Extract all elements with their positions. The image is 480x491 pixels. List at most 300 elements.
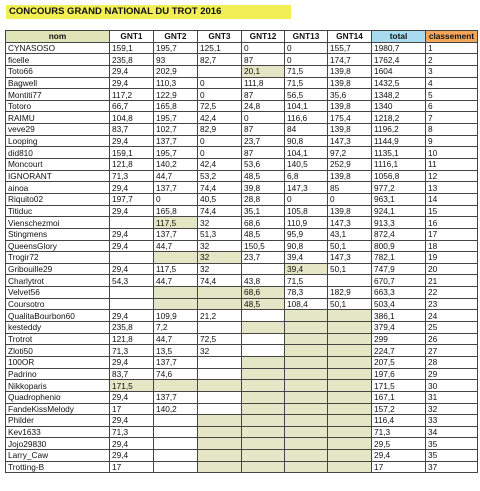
cell-gnt13 (285, 356, 328, 368)
cell-gnt1: 29,4 (110, 65, 154, 77)
cell-gnt12: 68,6 (242, 217, 285, 229)
cell-gnt2: 195,7 (154, 42, 198, 54)
cell-gnt2: 137,7 (154, 135, 198, 147)
document-title: CONCOURS GRAND NATIONAL DU TROT 2016 (6, 5, 291, 19)
cell-gnt2 (154, 287, 198, 299)
cell-name: ainoa (6, 182, 110, 194)
cell-classement: 25 (426, 322, 478, 334)
cell-gnt14: 139,8 (328, 124, 372, 136)
cell-gnt1: 71,3 (110, 170, 154, 182)
cell-gnt2: 122,9 (154, 89, 198, 101)
cell-gnt1: 29,4 (110, 450, 154, 462)
cell-total: 299 (372, 333, 426, 345)
cell-gnt2: 44,7 (154, 333, 198, 345)
cell-name: Titiduc (6, 205, 110, 217)
cell-gnt2: 93 (154, 54, 198, 66)
cell-classement: 12 (426, 170, 478, 182)
column-header-classement: classement (426, 31, 478, 43)
table-row (6, 403, 478, 415)
cell-name: RAIMU (6, 112, 110, 124)
cell-gnt13: 78,3 (285, 287, 328, 299)
cell-gnt1: 29,4 (110, 415, 154, 427)
cell-gnt2: 44,7 (154, 275, 198, 287)
cell-total: 71,3 (372, 426, 426, 438)
cell-gnt12 (242, 333, 285, 345)
table-row (6, 391, 478, 403)
table-row (6, 159, 478, 171)
cell-gnt1: 121,8 (110, 159, 154, 171)
cell-classement: 32 (426, 403, 478, 415)
cell-gnt12: 48,5 (242, 228, 285, 240)
cell-gnt3 (198, 403, 242, 415)
cell-gnt14: 139,8 (328, 205, 372, 217)
cell-gnt14: 35,6 (328, 89, 372, 101)
cell-classement: 35 (426, 438, 478, 450)
cell-gnt12: 111,8 (242, 77, 285, 89)
cell-name: Velvet56 (6, 287, 110, 299)
cell-total: 1135,1 (372, 147, 426, 159)
cell-total: 747,9 (372, 263, 426, 275)
cell-name: Looping (6, 135, 110, 147)
cell-gnt12 (242, 438, 285, 450)
cell-total: 379,4 (372, 322, 426, 334)
cell-gnt14: 139,8 (328, 100, 372, 112)
cell-gnt13: 56,5 (285, 89, 328, 101)
cell-gnt2: 195,7 (154, 112, 198, 124)
cell-gnt2: 44,7 (154, 240, 198, 252)
table-row (6, 193, 478, 205)
cell-gnt12: 87 (242, 147, 285, 159)
cell-gnt3: 32 (198, 252, 242, 264)
cell-gnt14 (328, 438, 372, 450)
cell-total: 913,3 (372, 217, 426, 229)
cell-gnt14 (328, 310, 372, 322)
cell-gnt1: 29,4 (110, 438, 154, 450)
cell-gnt3: 125,1 (198, 42, 242, 54)
cell-gnt2: 140,2 (154, 403, 198, 415)
cell-classement: 27 (426, 345, 478, 357)
cell-classement: 20 (426, 263, 478, 275)
cell-gnt12 (242, 368, 285, 380)
cell-gnt14: 174,7 (328, 54, 372, 66)
table-row (6, 461, 478, 473)
cell-gnt3: 0 (198, 135, 242, 147)
cell-total: 1116,1 (372, 159, 426, 171)
cell-gnt3: 42,4 (198, 159, 242, 171)
cell-name: veve29 (6, 124, 110, 136)
cell-gnt13 (285, 438, 328, 450)
cell-gnt1: 121,8 (110, 333, 154, 345)
cell-gnt1: 71,3 (110, 345, 154, 357)
cell-gnt14 (328, 356, 372, 368)
cell-name: Zloti50 (6, 345, 110, 357)
cell-gnt3: 42,4 (198, 112, 242, 124)
cell-gnt3: 32 (198, 345, 242, 357)
table-row (6, 450, 478, 462)
cell-gnt14: 97,2 (328, 147, 372, 159)
cell-gnt3: 32 (198, 217, 242, 229)
cell-gnt3 (198, 461, 242, 473)
table-row (6, 240, 478, 252)
cell-classement: 18 (426, 240, 478, 252)
cell-gnt13: 84 (285, 124, 328, 136)
cell-name: ficelle (6, 54, 110, 66)
cell-name: 100OR (6, 356, 110, 368)
cell-name: did810 (6, 147, 110, 159)
cell-gnt12 (242, 380, 285, 392)
cell-gnt3: 74,4 (198, 205, 242, 217)
cell-classement: 2 (426, 54, 478, 66)
cell-gnt12 (242, 403, 285, 415)
cell-name: Stingmens (6, 228, 110, 240)
cell-gnt1: 197,7 (110, 193, 154, 205)
table-row (6, 170, 478, 182)
cell-total: 171,5 (372, 380, 426, 392)
cell-gnt3: 82,7 (198, 54, 242, 66)
table-row (6, 310, 478, 322)
cell-gnt12: 87 (242, 54, 285, 66)
cell-gnt3: 0 (198, 77, 242, 89)
cell-name: Larry_Caw (6, 450, 110, 462)
cell-classement: 17 (426, 228, 478, 240)
cell-gnt13 (285, 310, 328, 322)
table-row (6, 100, 478, 112)
cell-total: 1348,2 (372, 89, 426, 101)
cell-total: 1056,8 (372, 170, 426, 182)
cell-gnt13: 105,8 (285, 205, 328, 217)
cell-gnt1: 29,4 (110, 240, 154, 252)
cell-gnt12: 87 (242, 89, 285, 101)
cell-gnt3: 53,2 (198, 170, 242, 182)
cell-gnt2 (154, 450, 198, 462)
cell-name: Vienschezmoi (6, 217, 110, 229)
cell-classement: 37 (426, 461, 478, 473)
cell-gnt12: 0 (242, 42, 285, 54)
table-row (6, 380, 478, 392)
table-row (6, 322, 478, 334)
cell-gnt2: 137,7 (154, 228, 198, 240)
cell-classement: 21 (426, 275, 478, 287)
table-body (6, 42, 478, 473)
cell-gnt13: 6,8 (285, 170, 328, 182)
cell-gnt1: 29,4 (110, 391, 154, 403)
table-row (6, 415, 478, 427)
cell-gnt13: 90,8 (285, 135, 328, 147)
cell-total: 1604 (372, 65, 426, 77)
column-header-total: total (372, 31, 426, 43)
cell-classement: 16 (426, 217, 478, 229)
cell-name: QueensGlory (6, 240, 110, 252)
cell-gnt1: 171,5 (110, 380, 154, 392)
cell-gnt1: 104,8 (110, 112, 154, 124)
cell-gnt2: 165,8 (154, 205, 198, 217)
cell-name: kesteddy (6, 322, 110, 334)
cell-name: QualitaBourbon60 (6, 310, 110, 322)
cell-total: 503,4 (372, 298, 426, 310)
cell-gnt14 (328, 322, 372, 334)
cell-classement: 8 (426, 124, 478, 136)
cell-gnt3 (198, 391, 242, 403)
cell-total: 663,3 (372, 287, 426, 299)
table-row (6, 333, 478, 345)
cell-gnt3 (198, 322, 242, 334)
table-row (6, 426, 478, 438)
cell-gnt1: 117,2 (110, 89, 154, 101)
ranking-table (5, 30, 478, 473)
cell-gnt14: 175,4 (328, 112, 372, 124)
cell-name: FandeKissMelody (6, 403, 110, 415)
cell-gnt3 (198, 356, 242, 368)
cell-classement: 9 (426, 135, 478, 147)
cell-gnt1: 159,1 (110, 42, 154, 54)
table-row (6, 345, 478, 357)
cell-total: 1762,4 (372, 54, 426, 66)
cell-gnt1: 29,4 (110, 310, 154, 322)
cell-gnt14 (328, 415, 372, 427)
cell-gnt14: 139,8 (328, 77, 372, 89)
cell-name: Totoro (6, 100, 110, 112)
cell-gnt1: 83,7 (110, 368, 154, 380)
cell-gnt1: 71,3 (110, 426, 154, 438)
table-row (6, 228, 478, 240)
cell-gnt1: 54,3 (110, 275, 154, 287)
cell-gnt13 (285, 415, 328, 427)
cell-gnt12: 0 (242, 112, 285, 124)
cell-gnt3: 32 (198, 263, 242, 275)
cell-gnt3: 0 (198, 147, 242, 159)
cell-gnt1 (110, 298, 154, 310)
column-header-gnt13: GNT13 (285, 31, 328, 43)
cell-gnt12: 24,8 (242, 100, 285, 112)
cell-classement: 23 (426, 298, 478, 310)
table-row (6, 205, 478, 217)
cell-gnt2: 74,6 (154, 368, 198, 380)
table-row (6, 112, 478, 124)
cell-name: IGNORANT (6, 170, 110, 182)
cell-classement: 10 (426, 147, 478, 159)
cell-gnt12 (242, 415, 285, 427)
table-row (6, 263, 478, 275)
cell-gnt14 (328, 403, 372, 415)
cell-gnt12: 23,7 (242, 135, 285, 147)
cell-gnt1: 235,8 (110, 54, 154, 66)
cell-gnt2: 117,5 (154, 263, 198, 275)
cell-name: Gribouille29 (6, 263, 110, 275)
cell-gnt14: 85 (328, 182, 372, 194)
cell-gnt13: 140,5 (285, 159, 328, 171)
cell-gnt13: 0 (285, 193, 328, 205)
cell-total: 29,4 (372, 450, 426, 462)
cell-gnt14 (328, 345, 372, 357)
cell-gnt13 (285, 380, 328, 392)
cell-classement: 31 (426, 391, 478, 403)
cell-gnt2: 137,7 (154, 356, 198, 368)
cell-gnt1: 66,7 (110, 100, 154, 112)
cell-classement: 28 (426, 356, 478, 368)
cell-gnt1: 17 (110, 461, 154, 473)
cell-name: CYNASOSO (6, 42, 110, 54)
cell-gnt2: 165,8 (154, 100, 198, 112)
cell-gnt1: 29,4 (110, 228, 154, 240)
table-row (6, 54, 478, 66)
cell-gnt13: 39,4 (285, 252, 328, 264)
cell-classement: 29 (426, 368, 478, 380)
cell-gnt13: 116,6 (285, 112, 328, 124)
cell-total: 207,5 (372, 356, 426, 368)
cell-gnt12: 39,8 (242, 182, 285, 194)
cell-gnt3 (198, 450, 242, 462)
cell-total: 167,1 (372, 391, 426, 403)
cell-gnt14 (328, 426, 372, 438)
table-row (6, 182, 478, 194)
cell-gnt13: 110,9 (285, 217, 328, 229)
cell-gnt2 (154, 252, 198, 264)
cell-gnt3 (198, 298, 242, 310)
cell-gnt3 (198, 368, 242, 380)
cell-name: Toto66 (6, 65, 110, 77)
cell-gnt12: 48,5 (242, 298, 285, 310)
cell-gnt2 (154, 461, 198, 473)
cell-gnt13: 39,4 (285, 263, 328, 275)
column-header-gnt12: GNT12 (242, 31, 285, 43)
cell-total: 872,4 (372, 228, 426, 240)
cell-gnt12 (242, 461, 285, 473)
table-row (6, 287, 478, 299)
table-row (6, 368, 478, 380)
cell-classement: 26 (426, 333, 478, 345)
cell-gnt12: 28,8 (242, 193, 285, 205)
cell-gnt12: 53,6 (242, 159, 285, 171)
column-header-nom: nom (6, 31, 110, 43)
cell-classement: 24 (426, 310, 478, 322)
cell-gnt3: 32 (198, 240, 242, 252)
column-header-gnt3: GNT3 (198, 31, 242, 43)
cell-gnt2 (154, 415, 198, 427)
cell-gnt14: 139,8 (328, 65, 372, 77)
cell-gnt1: 17 (110, 403, 154, 415)
cell-gnt2: 0 (154, 193, 198, 205)
cell-gnt13 (285, 368, 328, 380)
cell-gnt14: 147,3 (328, 217, 372, 229)
cell-gnt12 (242, 345, 285, 357)
cell-gnt3 (198, 426, 242, 438)
cell-total: 1980,7 (372, 42, 426, 54)
cell-classement: 34 (426, 426, 478, 438)
column-header-gnt1: GNT1 (110, 31, 154, 43)
cell-gnt13 (285, 426, 328, 438)
cell-gnt3: 72,5 (198, 333, 242, 345)
cell-classement: 35 (426, 450, 478, 462)
cell-total: 977,2 (372, 182, 426, 194)
cell-gnt13 (285, 450, 328, 462)
cell-gnt2: 7,2 (154, 322, 198, 334)
cell-gnt13 (285, 391, 328, 403)
cell-gnt3 (198, 415, 242, 427)
cell-gnt2: 140,2 (154, 159, 198, 171)
cell-gnt13: 0 (285, 54, 328, 66)
cell-gnt1: 29,4 (110, 135, 154, 147)
cell-name: Moncourt (6, 159, 110, 171)
cell-name: Philder (6, 415, 110, 427)
cell-gnt13: 108,4 (285, 298, 328, 310)
cell-total: 157,2 (372, 403, 426, 415)
cell-classement: 4 (426, 77, 478, 89)
cell-total: 1144,9 (372, 135, 426, 147)
cell-name: Jojo29830 (6, 438, 110, 450)
cell-gnt12 (242, 391, 285, 403)
column-header-gnt2: GNT2 (154, 31, 198, 43)
cell-gnt1: 159,1 (110, 147, 154, 159)
cell-gnt14 (328, 380, 372, 392)
table-row (6, 135, 478, 147)
cell-gnt2: 195,7 (154, 147, 198, 159)
cell-total: 782,1 (372, 252, 426, 264)
cell-name: Trotting-B (6, 461, 110, 473)
cell-gnt2: 137,7 (154, 182, 198, 194)
cell-gnt14: 147,3 (328, 135, 372, 147)
cell-total: 197,6 (372, 368, 426, 380)
cell-gnt12: 20,1 (242, 65, 285, 77)
cell-gnt1: 29,4 (110, 205, 154, 217)
cell-total: 963,1 (372, 193, 426, 205)
cell-total: 800,9 (372, 240, 426, 252)
cell-gnt14: 43,1 (328, 228, 372, 240)
cell-gnt2 (154, 438, 198, 450)
cell-name: Padrino (6, 368, 110, 380)
cell-gnt14: 50,1 (328, 263, 372, 275)
cell-gnt14 (328, 461, 372, 473)
cell-gnt12 (242, 310, 285, 322)
cell-gnt14: 50,1 (328, 298, 372, 310)
cell-gnt2 (154, 298, 198, 310)
cell-gnt2: 137,7 (154, 391, 198, 403)
cell-gnt12 (242, 356, 285, 368)
table-row (6, 438, 478, 450)
cell-gnt12 (242, 322, 285, 334)
cell-gnt2: 44,7 (154, 170, 198, 182)
cell-name: Kev1633 (6, 426, 110, 438)
cell-gnt12 (242, 426, 285, 438)
cell-gnt14 (328, 368, 372, 380)
cell-gnt14 (328, 275, 372, 287)
cell-gnt12: 35,1 (242, 205, 285, 217)
cell-classement: 3 (426, 65, 478, 77)
cell-gnt3: 40,5 (198, 193, 242, 205)
cell-gnt3: 0 (198, 89, 242, 101)
cell-total: 1432,5 (372, 77, 426, 89)
table-row (6, 124, 478, 136)
table-row (6, 275, 478, 287)
cell-gnt14: 252,9 (328, 159, 372, 171)
cell-gnt2: 102,7 (154, 124, 198, 136)
cell-gnt1: 29,4 (110, 182, 154, 194)
cell-gnt3 (198, 438, 242, 450)
cell-gnt13: 90,8 (285, 240, 328, 252)
cell-gnt2: 117,5 (154, 217, 198, 229)
cell-name: Riquito02 (6, 193, 110, 205)
cell-classement: 30 (426, 380, 478, 392)
cell-classement: 15 (426, 205, 478, 217)
cell-gnt1: 29,4 (110, 77, 154, 89)
cell-gnt3: 82,9 (198, 124, 242, 136)
cell-gnt14 (328, 333, 372, 345)
cell-gnt14: 50,1 (328, 240, 372, 252)
cell-gnt12: 87 (242, 124, 285, 136)
cell-gnt13: 147,3 (285, 182, 328, 194)
cell-name: Bagwell (6, 77, 110, 89)
cell-total: 1218,2 (372, 112, 426, 124)
cell-name: Trotrot (6, 333, 110, 345)
